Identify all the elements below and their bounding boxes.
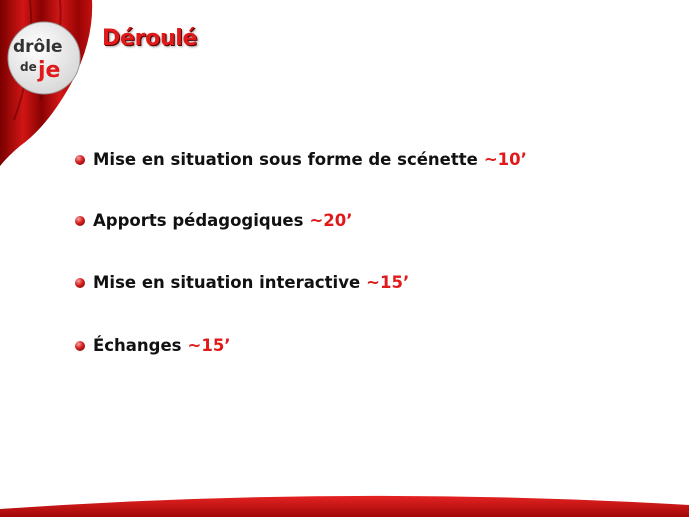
agenda-item-duration: ~10’ <box>483 150 527 169</box>
bottom-red-wave <box>0 491 689 517</box>
agenda-item-duration: ~15’ <box>187 336 231 355</box>
agenda-item <box>75 273 409 292</box>
agenda-item-duration: ~20’ <box>309 211 353 230</box>
agenda-item <box>75 211 353 230</box>
logo-text-drole: drôle <box>13 37 63 57</box>
bullet-icon <box>75 278 85 288</box>
bullet-icon <box>75 216 85 226</box>
slide-title: Déroulé <box>102 26 198 51</box>
logo-text-je: je <box>38 58 61 83</box>
agenda-item-label: Apports pédagogiques <box>93 211 304 230</box>
agenda-item <box>75 336 231 355</box>
bullet-icon <box>75 341 85 351</box>
bullet-icon <box>75 155 85 165</box>
agenda-item-label: Échanges <box>93 336 182 355</box>
logo-text-de: de <box>20 60 37 74</box>
agenda-item-duration: ~15’ <box>366 273 410 292</box>
agenda-item-label: Mise en situation sous forme de scénette <box>93 150 478 169</box>
agenda-item <box>75 150 527 169</box>
agenda-item-label: Mise en situation interactive <box>93 273 361 292</box>
